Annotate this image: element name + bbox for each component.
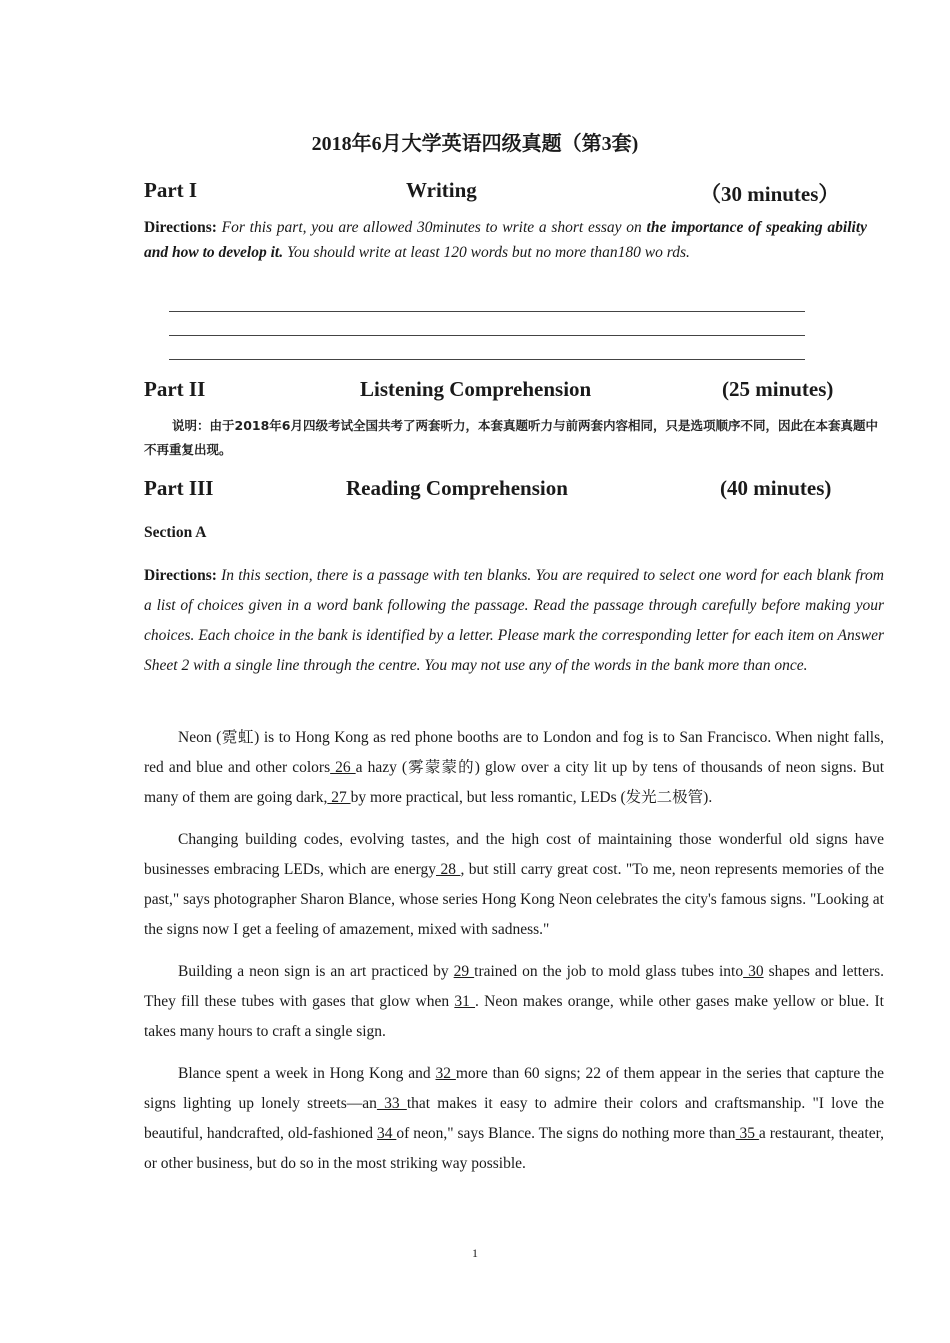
writing-line (169, 359, 805, 360)
part3-time: (40 minutes) (720, 476, 832, 500)
blank-32[interactable]: 32 (435, 1065, 456, 1082)
blank-29[interactable]: 29 (453, 963, 475, 980)
blank-26[interactable]: 26 (330, 759, 356, 776)
listening-note: 说明：由于2018年6月四级考试全国共考了两套听力，本套真题听力与前两套内容相同，只是选项顺序不同，因此在本套真题中不再重复出现。 (144, 418, 878, 457)
page-number: 1 (472, 1246, 478, 1260)
blank-28[interactable]: 28 (435, 861, 461, 878)
blank-30[interactable]: 30 (743, 963, 764, 980)
part1-time: （30 minutes） (700, 182, 840, 206)
paragraph-4: Blance spent a week in Hong Kong and 32 more than 60 signs; 22 of them appear in the series that capture the signs lighting up lonely streets—an 33 that makes it easy to admire their colors and craftsmanship. "I love the beautiful, handcrafted, old-fashioned 34 of neon," says Blance. The signs do nothing more than 35 a restaurant, theater, or other business, but do so in the most striking way possible. (144, 1065, 885, 1172)
paragraph-2: Changing building codes, evolving tastes, and the high cost of maintaining those wonderful old signs have businesses embracing LEDs, which are energy 28 , but still carry great cost. "To me, neon represents memories of the past," says photographer Sharon Blance, whose series Hong Kong Neon celebrates the city's famous signs. "Looking at the signs now I get a feeling of amazement, mixed with sadness." (144, 831, 884, 938)
blank-27[interactable]: 27 (327, 789, 351, 806)
essay-topic: the importance of speaking ability and how to develop it. (144, 219, 868, 261)
part1-name: Writing (406, 178, 477, 202)
blank-33[interactable]: 33 (376, 1095, 407, 1112)
part2-label: Part II (144, 377, 206, 401)
directions-label: Directions: (144, 567, 217, 584)
part2-name: Listening Comprehension (360, 377, 592, 401)
directions-text-2: You should write at least 120 words but no more than180 wo rds. (286, 244, 690, 261)
directions-label: Directions: (144, 219, 217, 236)
part3-directions (144, 561, 884, 681)
paragraph-3: Building a neon sign is an art practiced by 29 trained on the job to mold glass tubes into 30 shapes and letters. They fill these tubes with gases that glow when 31 . Neon makes orange, while other gases make yellow or blue. It takes many hours to craft a single sign. (144, 963, 885, 1040)
writing-line (169, 335, 805, 336)
part3-name: Reading Comprehension (346, 476, 568, 500)
blank-31[interactable]: 31 (454, 993, 476, 1010)
blank-35[interactable]: 35 (735, 1125, 759, 1142)
part2-time: (25 minutes) (722, 377, 834, 401)
part3-label: Part III (144, 476, 214, 500)
part1-directions (144, 215, 867, 265)
part1-label: Part I (144, 178, 198, 202)
directions-text: In this section, there is a passage with ten blanks. You are required to select one word for each blank from a list of choices given in a word bank following the passage. Read the passage through carefully before making your choices. Each choice in the bank is identified by a letter. Please mark the corresponding letter for each item on Answer Sheet 2 with a single line through the centre. You may not use any of the words in the bank more than once. (144, 567, 885, 674)
directions-text: For this part, you are allowed 30minutes to write a short essay on (221, 219, 642, 236)
section-a-heading: Section A (144, 524, 207, 541)
blank-34[interactable]: 34 (376, 1125, 397, 1142)
writing-line (169, 311, 805, 312)
passage (144, 723, 884, 1179)
page-title: 2018年6月大学英语四级真题（第3套) (311, 133, 639, 155)
paragraph-1: Neon (霓虹) is to Hong Kong as red phone booths are to London and fog is to San Francisco. When night falls, red and blue and other colors 26 a hazy (雾蒙蒙的) glow over a city lit up by tens of thousands of neon signs. But many of them are going dark, 27 by more practical, but less romantic, LEDs (发光二极管). (144, 729, 885, 806)
